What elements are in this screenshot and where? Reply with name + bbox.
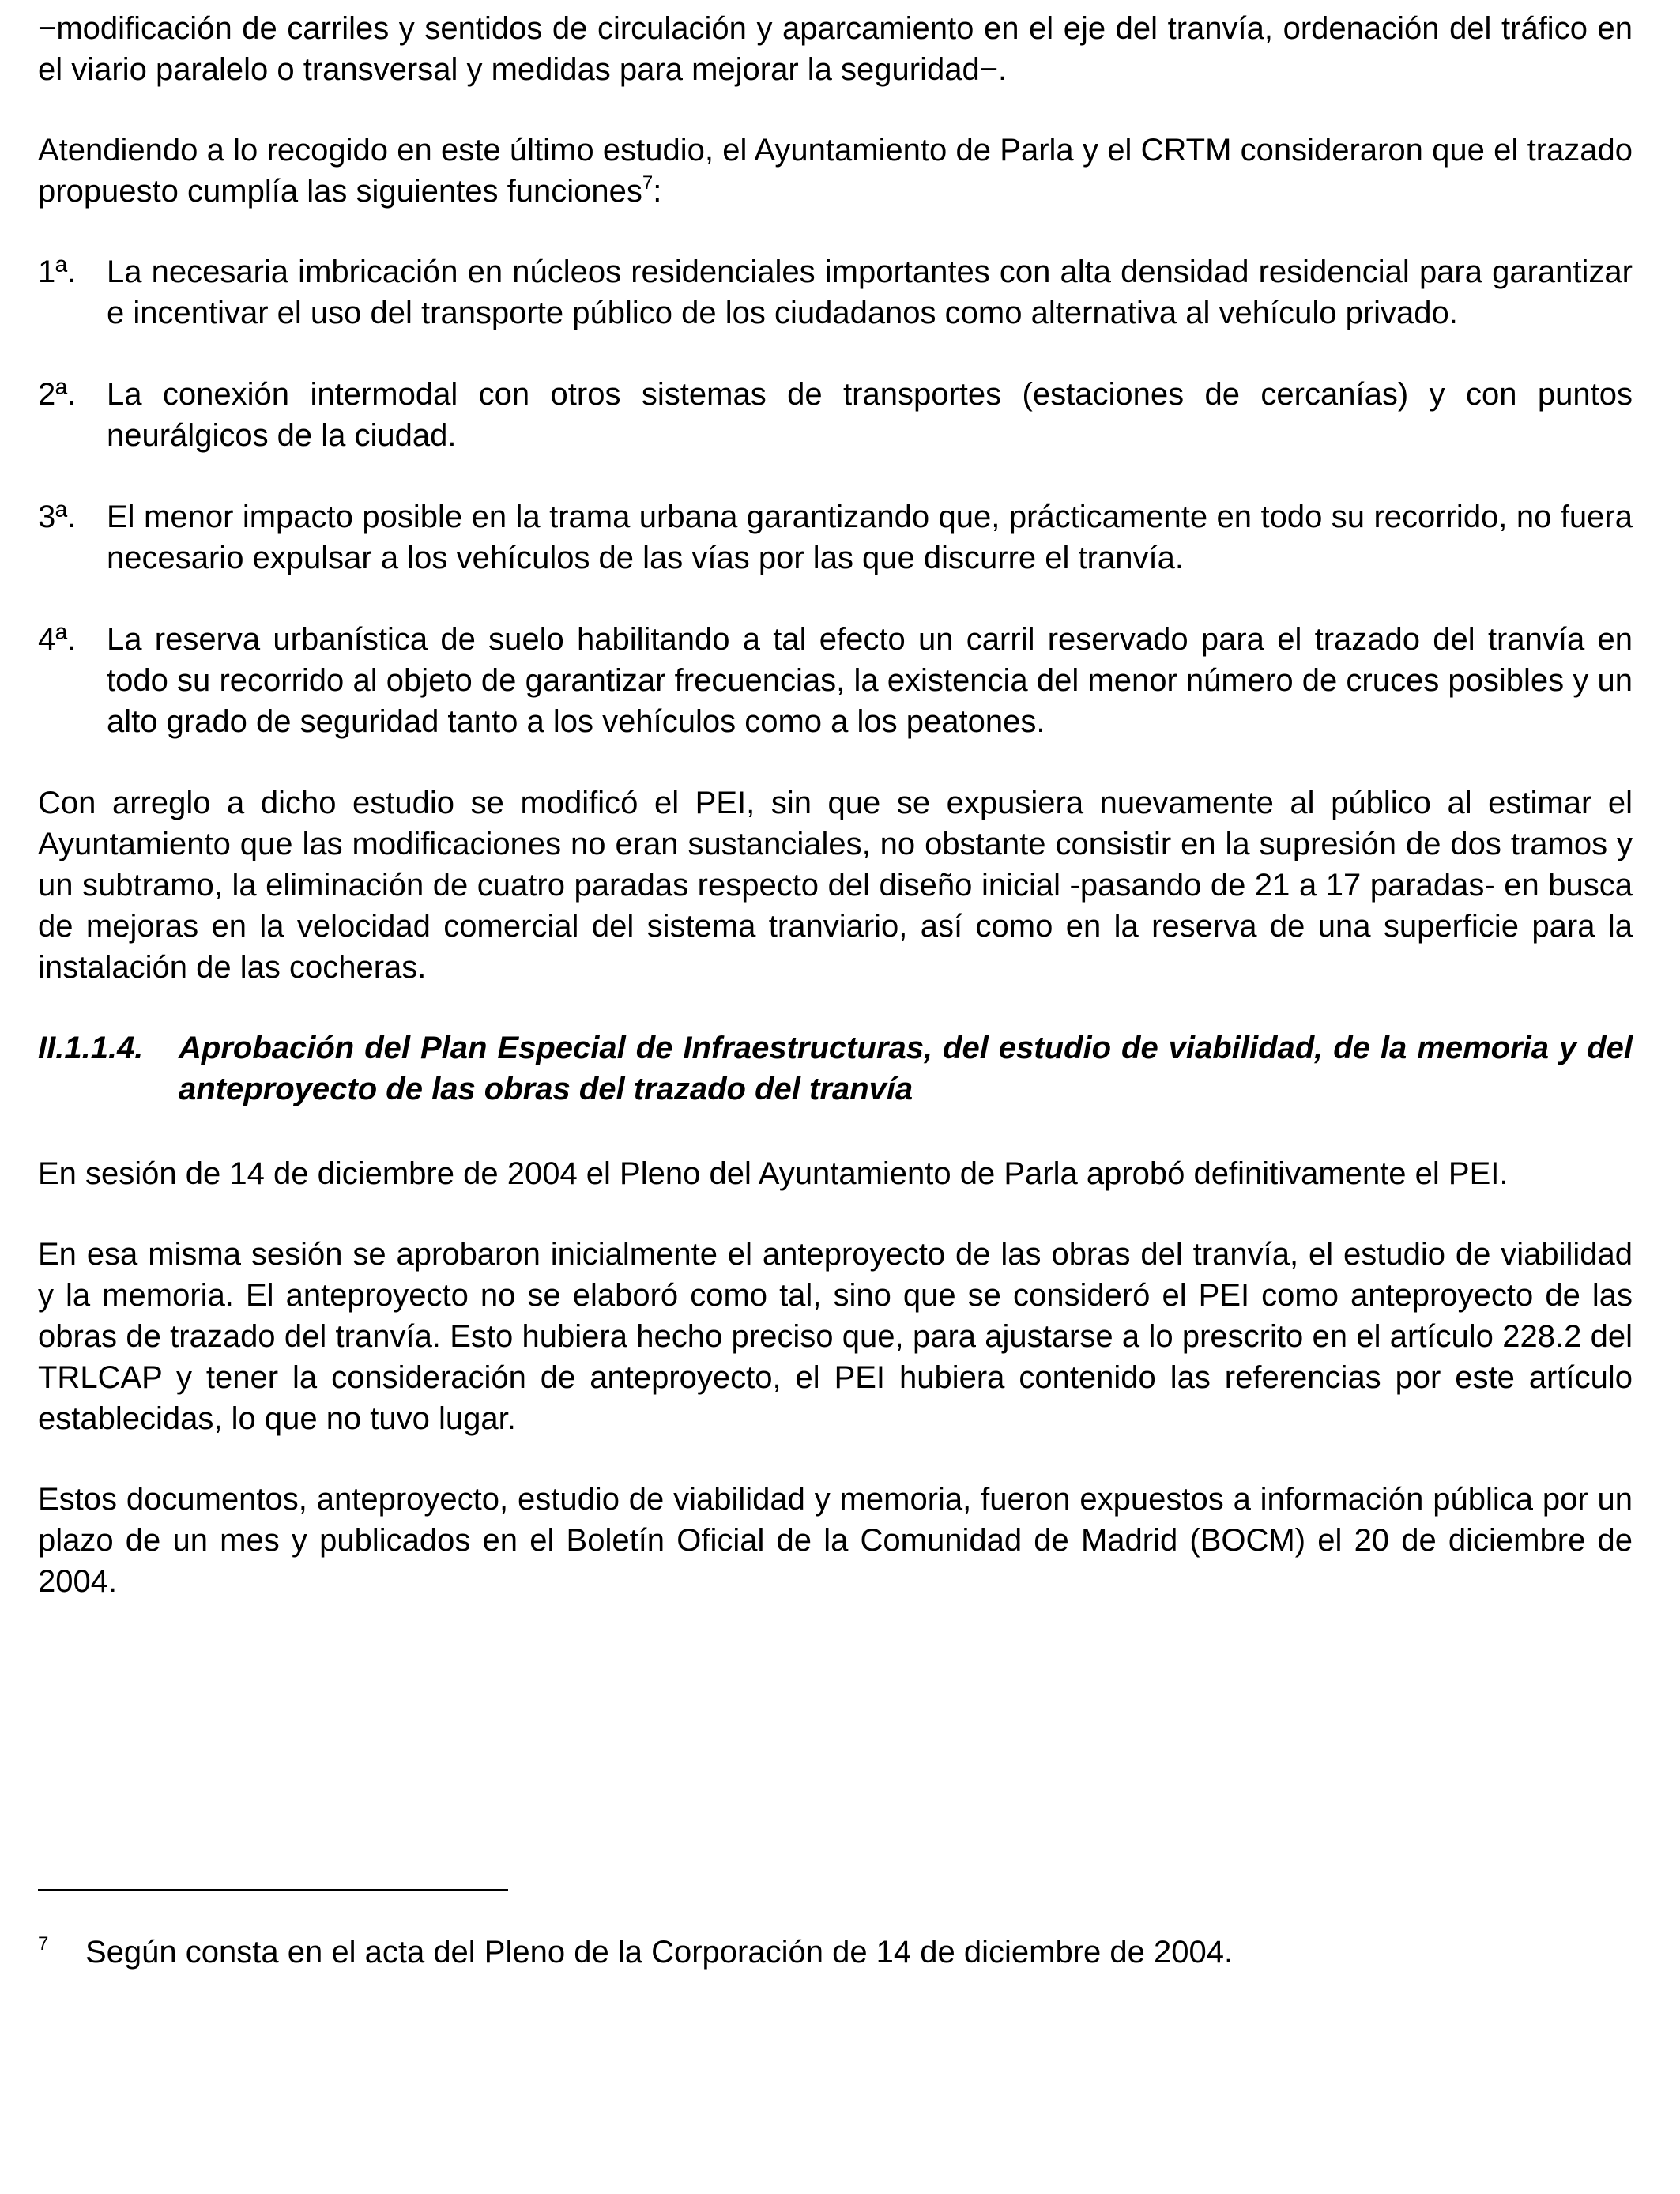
footnote-text: Según consta en el acta del Pleno de la Corporación de 14 de diciembre de 2004. — [85, 1935, 1234, 1970]
paragraph-intro: −modificación de carriles y sentidos de circulación y aparcamiento en el eje del tranvía, ordenación del tráfico en el viario paralelo o transversal y medidas para mejorar la seguridad−. — [38, 11, 1633, 87]
footnote-divider — [38, 1889, 508, 1891]
list-item-number: 4ª. — [38, 622, 77, 657]
paragraph-anteproyecto: En esa misma sesión se aprobaron inicialmente el anteproyecto de las obras del tranvía, el estudio de viabilidad y la memoria. El anteproyecto no se elaboró como tal, sino que se consideró el PEI como anteproyecto de las obras de trazado del tranvía. Esto hubiera hecho preciso que, para ajustarse a lo prescrito en el artículo 228.2 del TRLCAP y tener la consideración de anteproyecto, el PEI hubiera contenido las referencias por este artículo establecidas, lo que no tuvo lugar. — [38, 1237, 1633, 1436]
list-item-number: 3ª. — [38, 499, 77, 534]
list-item-number: 2ª. — [38, 377, 77, 412]
footnote-number: 7 — [38, 1933, 49, 1955]
section-title: Aprobación del Plan Especial de Infraestructuras, del estudio de viabilidad, de la memoria y del anteproyecto de las obras del trazado del tranvía — [179, 1031, 1633, 1106]
list-item — [38, 374, 1633, 456]
list-item — [38, 496, 1633, 579]
document-page — [38, 8, 1633, 1642]
list-item-text: La conexión intermodal con otros sistemas de transportes (estaciones de cercanías) y con puntos neurálgicos de la ciudad. — [107, 377, 1633, 453]
paragraph-pei-modification: Con arreglo a dicho estudio se modificó el PEI, sin que se expusiera nuevamente al público al estimar el Ayuntamiento que las modificaciones no eran sustanciales, no obstante consistir en la supresión de dos tramos y un subtramo, la eliminación de cuatro paradas respecto del diseño inicial -pasando de 21 a 17 paradas- en busca de mejoras en la velocidad comercial del sistema tranviario, así como en la reserva de una superficie para la instalación de las cocheras. — [38, 786, 1633, 985]
footnote-reference[interactable]: 7 — [642, 172, 654, 194]
list-item-number: 1ª. — [38, 254, 77, 289]
functions-intro-colon: : — [653, 174, 662, 209]
list-item — [38, 619, 1633, 742]
section-number: II.1.1.4. — [38, 1031, 144, 1065]
paragraph-pei-approval: En sesión de 14 de diciembre de 2004 el Pleno del Ayuntamiento de Parla aprobó definitivamente el PEI. — [38, 1156, 1509, 1191]
list-item — [38, 251, 1633, 334]
paragraph-functions-intro — [38, 130, 1633, 212]
footnote — [38, 1932, 1618, 1973]
list-item-text: La reserva urbanística de suelo habilitando a tal efecto un carril reservado para el trazado del tranvía en todo su recorrido al objeto de garantizar frecuencias, la existencia del menor número de cruces posibles y un alto grado de seguridad tanto a los vehículos como a los peatones. — [107, 622, 1633, 739]
list-item-text: El menor impacto posible en la trama urbana garantizando que, prácticamente en todo su recorrido, no fuera necesario expulsar a los vehículos de las vías por las que discurre el tranvía. — [107, 499, 1633, 575]
list-item-text: La necesaria imbricación en núcleos residenciales importantes con alta densidad residencial para garantizar e incentivar el uso del transporte público de los ciudadanos como alternativa al vehículo privado. — [107, 254, 1633, 330]
paragraph-publication: Estos documentos, anteproyecto, estudio de viabilidad y memoria, fueron expuestos a información pública por un plazo de un mes y publicados en el Boletín Oficial de la Comunidad de Madrid (BOCM) el 20 de diciembre de 2004. — [38, 1482, 1633, 1599]
section-heading — [38, 1027, 1633, 1110]
functions-intro-text: Atendiendo a lo recogido en este último estudio, el Ayuntamiento de Parla y el CRTM consideraron que el trazado propuesto cumplía las siguientes funciones — [38, 133, 1633, 209]
